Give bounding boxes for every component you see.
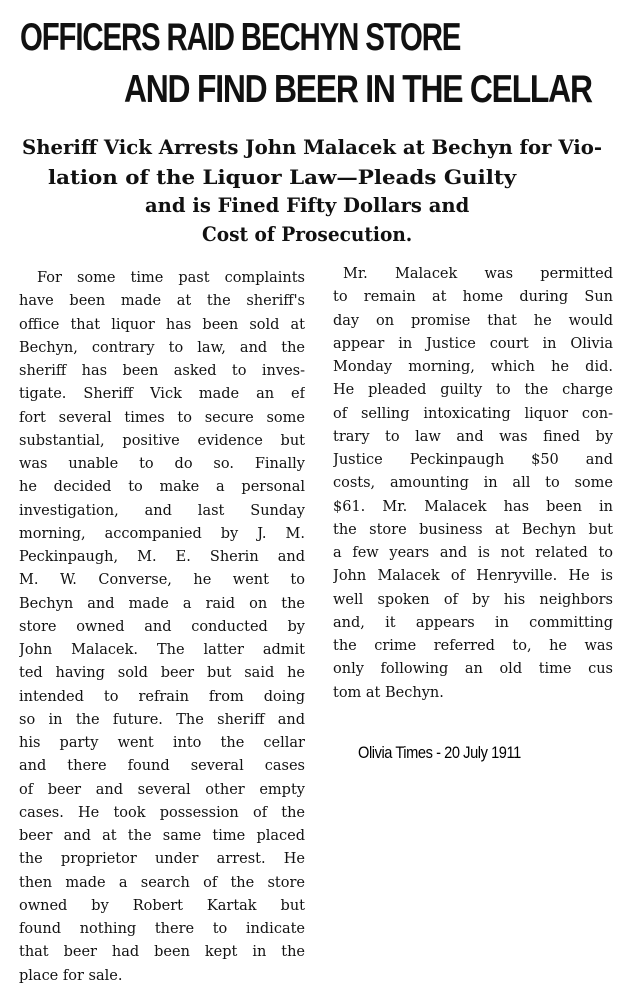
article-line: trary to law and was fined by [333,428,613,445]
article-line: M. W. Converse, he went to [19,572,305,589]
article-line: well spoken of by his neighbors [333,591,613,608]
article-line: Peckinpaugh, M. E. Sherin and [19,549,305,565]
article-line: the crime referred to, he was [333,638,613,654]
article-line: of selling intoxicating liquor con- [333,405,613,422]
article-column-left [19,267,305,988]
article-line: day on promise that he would [333,312,613,329]
article-line: of beer and several other empty [19,781,305,798]
article-line: place for sale. [19,967,123,984]
article-line: found nothing there to indicate [19,921,305,937]
deck-line-4: Cost of Prosecution. [202,223,413,246]
article-line: that beer had been kept in the [19,944,305,961]
article-line: Mr. Malacek was permitted [343,266,613,282]
article-line: beer and at the same time placed [19,828,305,844]
deck-line-1: Sheriff Vick Arrests John Malacek at Bechyn for Vio- [22,136,602,159]
article-line: was unable to do so. Finally [19,456,305,472]
article-line: costs, amounting in all to some [333,475,613,492]
article-line: Bechyn and made a raid on the [19,595,305,612]
article-line: ted having sold beer but said he [19,665,305,682]
headline-line-1: OFFICERS RAID BECHYN STORE [20,16,461,59]
article-line: substantial, positive evidence but [19,432,305,449]
article-line: Justice Peckinpaugh $50 and [333,452,613,468]
article-line: store owned and conducted by [19,618,305,635]
article-line: cases. He took possession of the [19,804,305,821]
article-line: and there found several cases [19,758,305,775]
article-line: have been made at the sheriff's [19,293,305,310]
article-line: owned by Robert Kartak but [19,897,305,914]
article-line: and, it appears in committing [333,614,613,631]
source-caption: Olivia Times - 20 July 1911 [358,743,521,762]
article-line: tigate. Sheriff Vick made an ef [19,386,305,403]
article-line: tom at Bechyn. [333,684,444,701]
deck-line-2: lation of the Liquor Law—Pleads Guilty [48,166,517,189]
article-line: so in the future. The sheriff and [19,711,305,728]
article-column-right [333,263,613,705]
article-line: morning, accompanied by J. M. [19,525,305,542]
article-line: investigation, and last Sunday [19,502,305,519]
article-line: his party went into the cellar [19,735,305,751]
article-line: the store business at Bechyn but [333,521,613,538]
article-line: He pleaded guilty to the charge [333,382,613,399]
article-line: the proprietor under arrest. He [19,851,305,868]
article-line: Bechyn, contrary to law, and the [19,339,305,356]
article-line: sheriff has been asked to inves- [19,363,305,379]
article-line: fort several times to secure some [19,409,305,426]
article-line: then made a search of the store [19,874,305,891]
article-line: $61. Mr. Malacek has been in [333,498,613,515]
article-line: a few years and is not related to [333,545,613,561]
deck-line-3: and is Fined Fifty Dollars and [145,194,470,217]
article-line: John Malacek of Henryville. He is [333,568,613,585]
article-line: For some time past complaints [37,270,305,286]
article-line: only following an old time cus [333,661,613,678]
article-line: appear in Justice court in Olivia [333,335,613,352]
article-line: to remain at home during Sun [333,289,613,306]
article-line: office that liquor has been sold at [19,316,305,333]
article-line: Monday morning, which he did. [333,359,613,375]
article-line: he decided to make a personal [19,479,305,496]
article-line: John Malacek. The latter admit [19,642,305,658]
article-line: intended to refrain from doing [19,688,305,705]
headline-line-2: AND FIND BEER IN THE CELLAR [124,68,592,111]
